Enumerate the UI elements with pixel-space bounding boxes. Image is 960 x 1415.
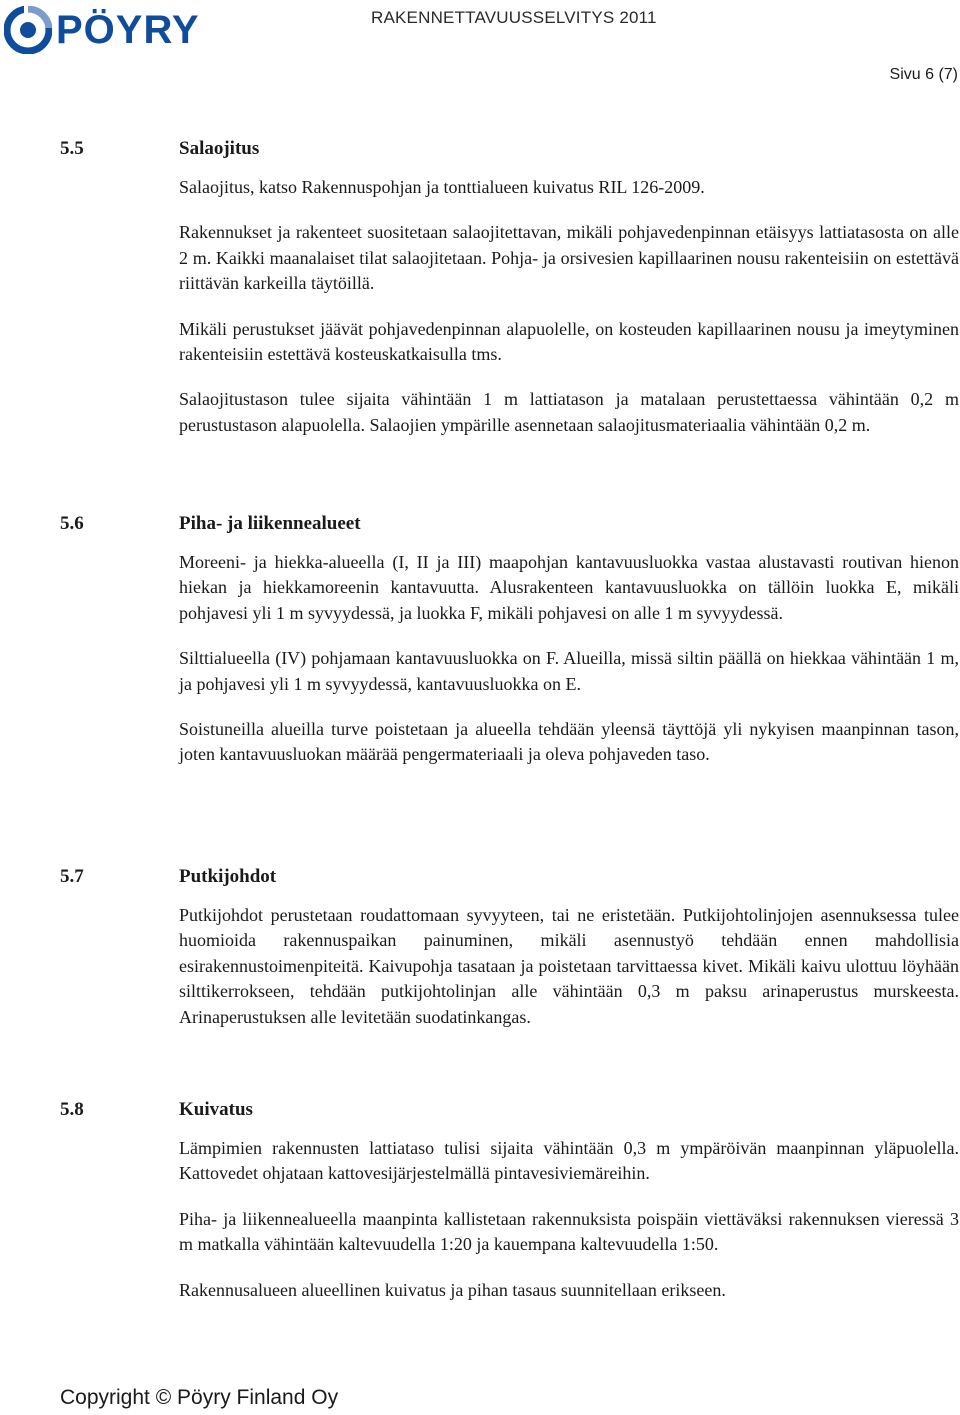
paragraph: Salaojitus, katso Rakennuspohjan ja tonttialueen kuivatus RIL 126-2009. xyxy=(179,177,705,197)
logo-text: PÖYRY xyxy=(56,8,200,52)
section-number: 5.8 xyxy=(60,1099,84,1120)
paragraph: Rakennukset ja rakenteet suositetaan salaojitettavan, mikäli pohjavedenpinnan etäisyys lattiatasosta on alle 2 m. Kaikki maanalaiset tilat salaojitetaan. Pohja- ja orsivesien kapillaarinen nousu rakenteisiin on estettävä riittävän karkeilla täytöillä. xyxy=(179,222,959,294)
paragraph: Rakennusalueen alueellinen kuivatus ja pihan tasaus suunnitellaan erikseen. xyxy=(179,1279,726,1300)
section-paragraphs xyxy=(179,903,959,1050)
section-number: 5.5 xyxy=(60,138,84,159)
section-number: 5.7 xyxy=(60,866,84,887)
section-paragraphs xyxy=(179,550,959,788)
page-number: Sivu 6 (7) xyxy=(889,66,958,83)
paragraph: Mikäli perustukset jäävät pohjavedenpinnan alapuolelle, on kosteuden kapillaarinen nousu ja imeytyminen rakenteisiin estettävä kosteuskatkaisulla tms. xyxy=(179,318,959,365)
footer-copyright: Copyright © Pöyry Finland Oy xyxy=(60,1386,339,1409)
paragraph: Salaojitustason tulee sijaita vähintään 1 m lattiatason ja matalaan perustettaessa vähintään 0,2 m perustustason alapuolella. Salaojien ympärille asennetaan salaojitusmateriaalia vähintään 0,2 m. xyxy=(179,389,959,435)
paragraph: Putkijohdot perustetaan roudattomaan syvyyteen, tai ne eristetään. Putkijohtolinjojen asennuksessa tulee huomioida rakennuspaikan painuminen, mikäli asennustyö tehdään ennen mahdollisia esirakennustoimenpiteitä. Kaivupohja tasataan ja poistetaan tarvittaessa kivet. Mikäli kaivu ulottuu löyhään silttikerrokseen, tehdään putkijohtolinjan alle vähintään 0,3 m paksu arinaperustus murskeesta. Arinaperustuksen alle levitetään suodatinkangas. xyxy=(179,905,959,1027)
paragraph: Piha- ja liikennealueella maanpinta kallistetaan rakennuksista poispäin viettäväksi rakennuksen vieressä 3 m matkalla vähintään kaltevuudella 1:20 ja kauempana kaltevuudella 1:50. xyxy=(179,1208,959,1255)
section-heading: Piha- ja liikennealueet xyxy=(179,513,361,534)
paragraph: Silttialueella (IV) pohjamaan kantavuusluokka on F. Alueilla, missä siltin päällä on hiekkaa vähintään 1 m, ja pohjavesi yli 1 m syvyydessä, kantavuusluokka on E. xyxy=(179,648,959,694)
section-heading: Putkijohdot xyxy=(179,866,277,887)
poyry-logo-icon xyxy=(4,6,52,54)
section-heading: Salaojitus xyxy=(179,138,260,159)
section-paragraphs xyxy=(179,175,959,458)
company-logo xyxy=(4,6,200,54)
section-number: 5.6 xyxy=(60,513,84,534)
paragraph: Lämpimien rakennusten lattiataso tulisi sijaita vähintään 0,3 m ympäröivän maanpinnan yläpuolella. Kattovedet ohjataan kattovesijärjestelmällä pintavesiviemäreihin. xyxy=(179,1138,959,1184)
report-title: RAKENNETTAVUUSSELVITYS 2011 xyxy=(371,8,657,27)
section-heading: Kuivatus xyxy=(179,1099,253,1120)
paragraph: Soistuneilla alueilla turve poistetaan ja alueella tehdään yleensä täyttöjä yli nykyisen maanpinnan tason, joten kantavuusluokan määrää pengermateriaali ja oleva pohjaveden taso. xyxy=(179,719,959,765)
paragraph: Moreeni- ja hiekka-alueella (I, II ja III) maapohjan kantavuusluokka vastaa alustavasti routivan hienon hiekan ja hiekkamoreenin kantavuutta. Alusrakenteen kantavuusluokka on tällöin luokka E, mikäli pohjavesi yli 1 m syvyydessä, ja luokka F, mikäli pohjavesi on alle 1 m syvyydessä. xyxy=(179,552,959,623)
section-paragraphs xyxy=(179,1136,959,1323)
